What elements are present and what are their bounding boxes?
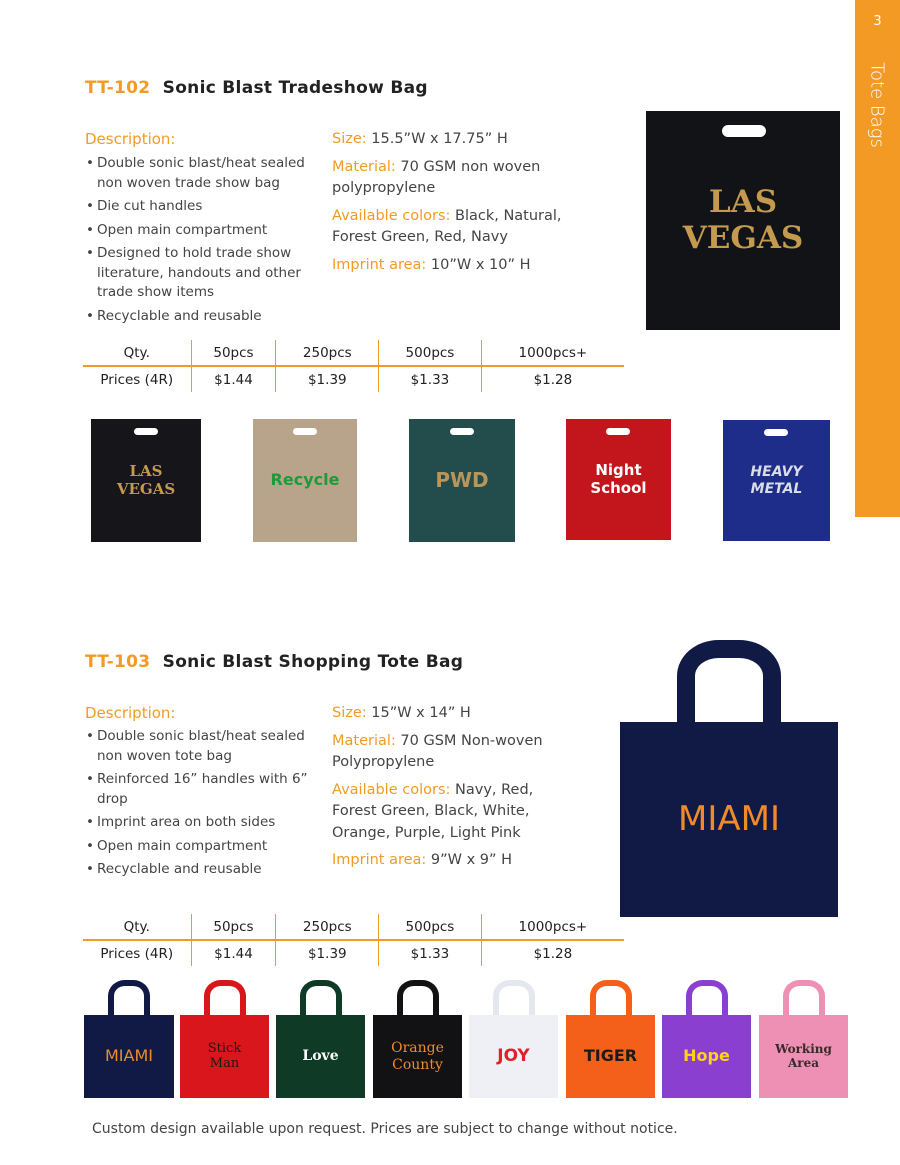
bag-imprint: TIGER bbox=[583, 1046, 638, 1066]
qty-cell: 50pcs bbox=[191, 914, 276, 940]
price-table bbox=[83, 340, 624, 392]
price-cell: $1.44 bbox=[191, 366, 276, 392]
variant-bag bbox=[276, 980, 365, 1098]
price-cell: $1.28 bbox=[481, 940, 624, 966]
description-heading: Description: bbox=[85, 130, 176, 148]
description-item: • Designed to hold trade show literature, handouts and other trade show items bbox=[86, 244, 326, 303]
footer-note: Custom design available upon request. Prices are subject to change without notice. bbox=[92, 1121, 678, 1137]
bag-imprint: Stick Man bbox=[207, 1040, 242, 1071]
qty-cell: 50pcs bbox=[191, 340, 276, 366]
product-code: TT-102 bbox=[85, 78, 151, 98]
side-tab bbox=[855, 0, 900, 517]
description-list bbox=[86, 154, 326, 330]
description-heading: Description: bbox=[85, 704, 176, 722]
variant-bag bbox=[566, 419, 671, 540]
variant-bag bbox=[662, 980, 751, 1098]
spec-size: Size: 15.5”W x 17.75” H bbox=[332, 131, 508, 147]
variant-bag bbox=[469, 980, 558, 1098]
price-cell: $1.39 bbox=[276, 366, 379, 392]
price-cell: $1.28 bbox=[481, 366, 624, 392]
spec-imprint: Imprint area: 10”W x 10” H bbox=[332, 256, 531, 273]
product-title bbox=[85, 652, 463, 672]
bag-imprint: Recycle bbox=[270, 470, 340, 490]
hero-bag-image bbox=[646, 111, 840, 330]
qty-row bbox=[83, 914, 624, 940]
price-cell: $1.33 bbox=[379, 940, 482, 966]
product-name: Sonic Blast Tradeshow Bag bbox=[162, 78, 428, 98]
prices-label: Prices (4R) bbox=[100, 371, 174, 388]
handle-cutout bbox=[722, 125, 766, 137]
description-item: • Recyclable and reusable bbox=[86, 860, 326, 880]
bag-imprint: LAS VEGAS bbox=[116, 462, 176, 498]
page-number: 3 bbox=[873, 14, 882, 29]
product-code: TT-103 bbox=[85, 652, 151, 672]
bag-imprint: MIAMI bbox=[105, 1046, 153, 1066]
variant-bag bbox=[180, 980, 269, 1098]
bag-imprint: LAS VEGAS bbox=[682, 183, 804, 256]
variant-bag bbox=[373, 980, 462, 1098]
bag-imprint: PWD bbox=[435, 468, 489, 492]
variant-bag bbox=[566, 980, 655, 1098]
handle-cutout bbox=[450, 428, 474, 435]
product-title bbox=[85, 78, 428, 98]
product-name: Sonic Blast Shopping Tote Bag bbox=[162, 652, 464, 672]
description-item: • Recyclable and reusable bbox=[86, 307, 326, 327]
bag-body bbox=[620, 722, 838, 917]
description-item: • Double sonic blast/heat sealed non woven tote bag bbox=[86, 727, 326, 766]
variant-bag bbox=[759, 980, 848, 1098]
variant-bag bbox=[253, 419, 357, 542]
spec-size: Size: 15”W x 14” H bbox=[332, 705, 471, 721]
description-item: • Open main compartment bbox=[86, 837, 326, 857]
qty-cell: 500pcs bbox=[379, 340, 482, 366]
bag-imprint: Orange County bbox=[391, 1040, 444, 1073]
qty-cell: 1000pcs+ bbox=[481, 914, 624, 940]
bag-imprint: HEAVY METAL bbox=[750, 464, 803, 497]
description-item: • Die cut handles bbox=[86, 197, 326, 217]
spec-colors: Available colors: Black, Natural, Forest Green, Red, Navy bbox=[332, 207, 562, 245]
description-item: • Reinforced 16” handles with 6” drop bbox=[86, 770, 326, 809]
qty-label: Qty. bbox=[83, 340, 191, 366]
spec-list bbox=[332, 129, 577, 282]
bag-imprint: JOY bbox=[497, 1045, 530, 1066]
qty-cell: 500pcs bbox=[379, 914, 482, 940]
bag-body bbox=[646, 111, 840, 330]
prices-label: Prices (4R) bbox=[100, 945, 174, 962]
handle-cutout bbox=[606, 428, 630, 435]
description-item: • Double sonic blast/heat sealed non woven trade show bag bbox=[86, 154, 326, 193]
qty-cell: 250pcs bbox=[276, 340, 379, 366]
variant-bag bbox=[84, 980, 174, 1098]
price-cell: $1.33 bbox=[379, 366, 482, 392]
price-cell: $1.39 bbox=[276, 940, 379, 966]
description-item: • Imprint area on both sides bbox=[86, 813, 326, 833]
bag-handle bbox=[677, 640, 781, 730]
qty-cell: 1000pcs+ bbox=[481, 340, 624, 366]
bag-imprint: MIAMI bbox=[678, 798, 780, 839]
bag-imprint: Hope bbox=[683, 1046, 730, 1066]
spec-imprint: Imprint area: 9”W x 9” H bbox=[332, 852, 513, 868]
qty-row bbox=[83, 340, 624, 366]
price-table bbox=[83, 914, 624, 966]
section-tab-label: Tote Bags bbox=[866, 62, 888, 148]
description-list bbox=[86, 727, 326, 884]
qty-cell: 250pcs bbox=[276, 914, 379, 940]
spec-colors: Available colors: Navy, Red, Forest Green, Black, White, Orange, Purple, Light Pink bbox=[332, 781, 534, 841]
handle-cutout bbox=[293, 428, 317, 435]
variant-bag bbox=[723, 420, 830, 541]
price-row bbox=[83, 366, 624, 392]
spec-material: Material: 70 GSM Non-woven Polypropylene bbox=[332, 732, 543, 770]
bag-imprint: Night School bbox=[590, 461, 647, 497]
handle-cutout bbox=[134, 428, 158, 435]
bag-imprint: Love bbox=[302, 1048, 339, 1065]
spec-material: Material: 70 GSM non woven polypropylene bbox=[332, 158, 541, 196]
handle-cutout bbox=[764, 429, 788, 436]
price-row bbox=[83, 940, 624, 966]
hero-bag-image bbox=[620, 640, 838, 917]
spec-list bbox=[332, 703, 577, 878]
variant-bag bbox=[409, 419, 515, 542]
variant-bag bbox=[91, 419, 201, 542]
price-cell: $1.44 bbox=[191, 940, 276, 966]
description-item: • Open main compartment bbox=[86, 221, 326, 241]
qty-label: Qty. bbox=[83, 914, 191, 940]
bag-imprint: Working Area bbox=[775, 1041, 832, 1070]
